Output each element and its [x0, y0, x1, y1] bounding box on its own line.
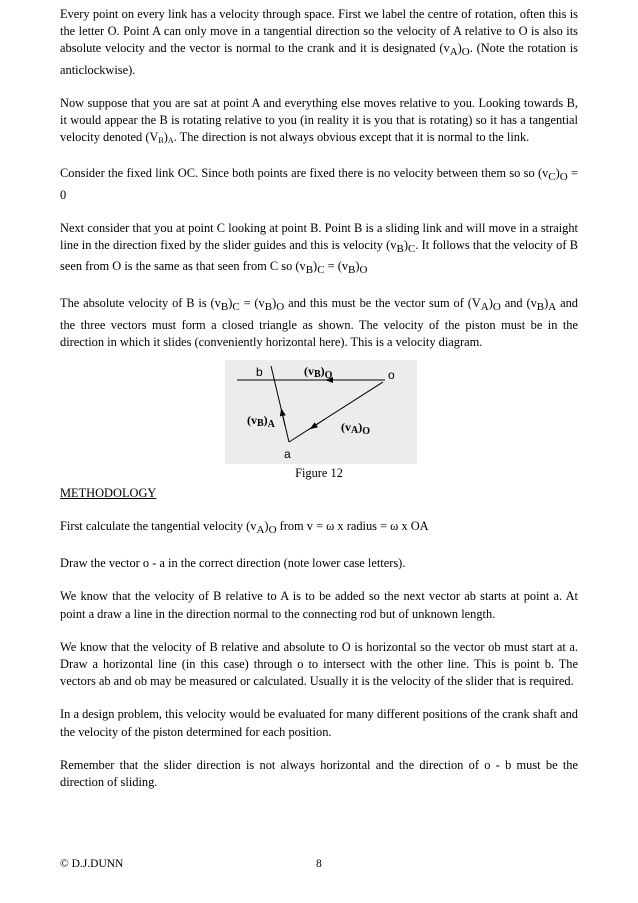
vao-label: $(vA)_O$ — [341, 420, 371, 438]
paragraph-design-problem: In a design problem, this velocity would be evaluated for many different positions of the crank shaft and the velocity of the piston determined for each position. — [60, 707, 578, 739]
paragraph-velocity-of-a: Every point on every link has a velocity through space. First we label the centre of rotation, often this is the letter O. Point A can only move in a tangential direction so the velocity of A relative to O is also its absolute velocity and the vector is normal to the crank and it is designated (vA)O. (Note the rotation is anticlockwise). — [60, 7, 578, 77]
figure-caption: Figure 12 — [295, 466, 343, 481]
section-heading: METHODOLOGY — [60, 486, 157, 501]
paragraph-tangential-velocity: First calculate the tangential velocity (vA)O from v = ω x radius = ω x OA — [60, 519, 429, 537]
page-number: 8 — [316, 858, 322, 870]
paragraph-absolute-velocity: The absolute velocity of B is (vB)C = (vB)O and this must be the vector sum of (VA)O and (vB)A and the three vectors must form a closed triangle as shown. The velocity of the piston must be in the direction in which it slides (conveniently horizontal here). This is a velocity diagram. — [60, 296, 578, 349]
point-a-label: a — [284, 447, 291, 462]
page-footer — [60, 858, 578, 870]
vbo-label: $(vB)_O$ — [304, 364, 333, 382]
point-o-label: o — [388, 368, 395, 383]
velocity-diagram-figure — [225, 360, 417, 464]
copyright-text: © D.J.DUNN — [60, 858, 124, 870]
vector-oa-arrow — [313, 419, 325, 427]
paragraph-relative-velocity-b: Now suppose that you are sat at point A and everything else moves relative to you. Looking towards B, it would appear the B is rotating relative to you (in reality it is you that is rotating) so it has a tangential velocity denoted (VB)A. The direction is not always obvious except that it is normal to the link. — [60, 95, 578, 146]
paragraph-fixed-link: Consider the fixed link OC. Since both points are fixed there is no velocity between them so so (vC)O = 0 — [60, 166, 578, 202]
vector-ab-arrow — [282, 412, 285, 426]
point-b-label: b — [256, 365, 263, 380]
paragraph-vector-ob: We know that the velocity of B relative and absolute to O is horizontal so the vector ob must start at a. Draw a horizontal line (in this case) through o to intersect with the other line. This is point b. The vectors ab and ob may be measured or calculated. Usually it is the velocity of the slider that is required. — [60, 639, 578, 689]
paragraph-slider-direction: Remember that the slider direction is not always horizontal and the direction of o - b must be the direction of sliding. — [60, 757, 578, 790]
paragraph-sliding-link: Next consider that you at point C looking at point B. Point B is a sliding link and will move in a straight line in the direction fixed by the slider guides and this is velocity (vB)C. It follows that the velocity of B seen from O is the same as that seen from C so (vB)C = (vB)O — [60, 220, 578, 277]
vector-ab-line — [271, 366, 289, 442]
document-page — [60, 6, 578, 807]
paragraph-vector-ab: We know that the velocity of B relative to A is to be added so the next vector ab starts at point a. At point a draw a line in the direction normal to the connecting rod but of unknown length. — [60, 589, 578, 621]
vba-label: $(vB)_A$ — [247, 413, 275, 431]
paragraph-draw-vector-oa: Draw the vector o - a in the correct direction (note lower case letters). — [60, 556, 406, 571]
